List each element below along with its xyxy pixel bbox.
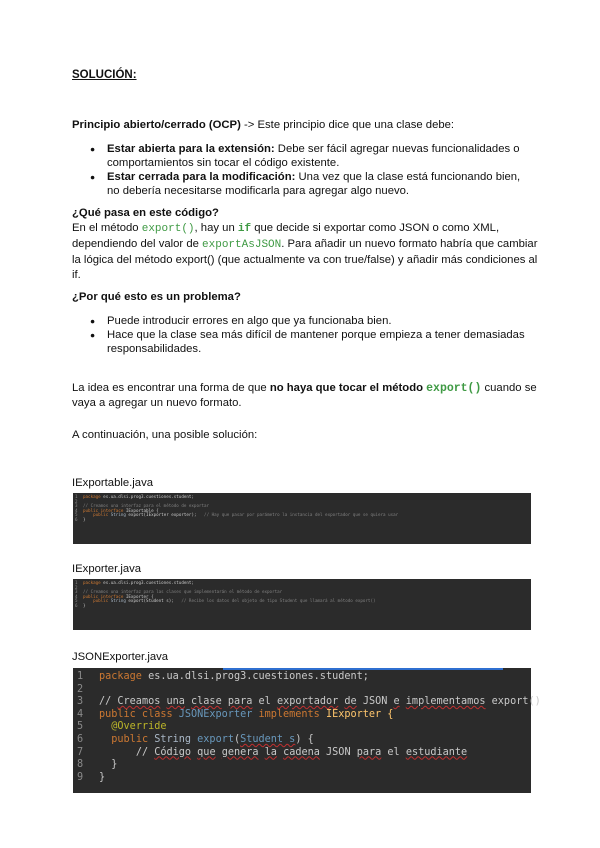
code-block-iexporter: 1 package es.ua.dlsi.prog3.cuestiones.student; 2 3 // Creamos una interfaz para las clases que implementarán el método de exportar 4 public interface IExporter { 5 public String export(Student s); // Recibe los datos del objeto de tipo Student que llamará al método export() 6 }: [73, 579, 531, 630]
principle-bullet-list: [90, 142, 530, 198]
principle-name: Principio abierto/cerrado (OCP): [72, 119, 241, 131]
continuation-text: A continuación, una posible solución:: [72, 429, 258, 441]
list-item: ● Puede introducir errores en algo que ya funcionaba bien.: [90, 314, 530, 328]
file-name-jsonexporter: JSONExporter.java: [72, 651, 169, 663]
inline-code: export(): [141, 223, 195, 235]
inline-code: if: [237, 223, 252, 235]
question-heading-code: ¿Qué pasa en este código?: [72, 207, 219, 219]
list-item: ● Estar cerrada para la modificación: Una vez que la clase está funcionando bien, no debería necesitarse modificarla para agregar algo nuevo.: [90, 170, 530, 198]
inline-code: export(): [426, 382, 482, 395]
page-title: SOLUCIÓN:: [72, 69, 137, 81]
file-name-iexporter: IExporter.java: [72, 563, 142, 575]
principle-paragraph: [72, 118, 542, 133]
file-name-iexportable: IExportable.java: [72, 477, 154, 489]
problem-bullet-list: [90, 314, 530, 356]
list-item: ● Hace que la clase sea más difícil de mantener porque empieza a tener demasiadas responsabilidades.: [90, 328, 530, 356]
list-item: ● Estar abierta para la extensión: Debe ser fácil agregar nuevas funcionalidades o comportamientos sin tocar el código existente.: [90, 142, 530, 170]
idea-paragraph: La idea es encontrar una forma de que no haya que tocar el método export() cuando se vaya a agregar un nuevo formato.: [72, 382, 537, 409]
inline-code: exportAsJSON: [202, 239, 282, 251]
editor-highlight-bar: [223, 668, 503, 670]
code-block-jsonexporter: 1 package es.ua.dlsi.prog3.cuestiones.student; 2 3 // Creamos una clase para el exportador de JSON e implementamos export() 4 public class JSONExporter implements IExporter { 5 @Override 6 public String export(Student s) { 7 // Código que genera la cadena JSON para el estudiante 8 } 9 }: [73, 668, 531, 793]
question-heading-problem: ¿Por qué esto es un problema?: [72, 291, 241, 303]
code-block-iexportable: 1 package es.ua.dlsi.prog3.cuestiones.student; 2 3 // Creamos una interfaz para el método de exportar 4 public interface IExportable { 5 public String export(IExporter exporter); // Hay que pasar por parámetro la instancia del exportador que se quiera usar 6 }: [73, 493, 531, 544]
question-body-code: En el método export(), hay un if que decide si exportar como JSON o como XML, dependiendo del valor de exportAsJSON. Para añadir un nuevo formato habría que cambiar la lógica del método export() (que actualmente va con true/false) y añadir más condiciones al if.: [72, 222, 538, 281]
principle-description: -> Este principio dice que una clase debe:: [240, 119, 455, 131]
